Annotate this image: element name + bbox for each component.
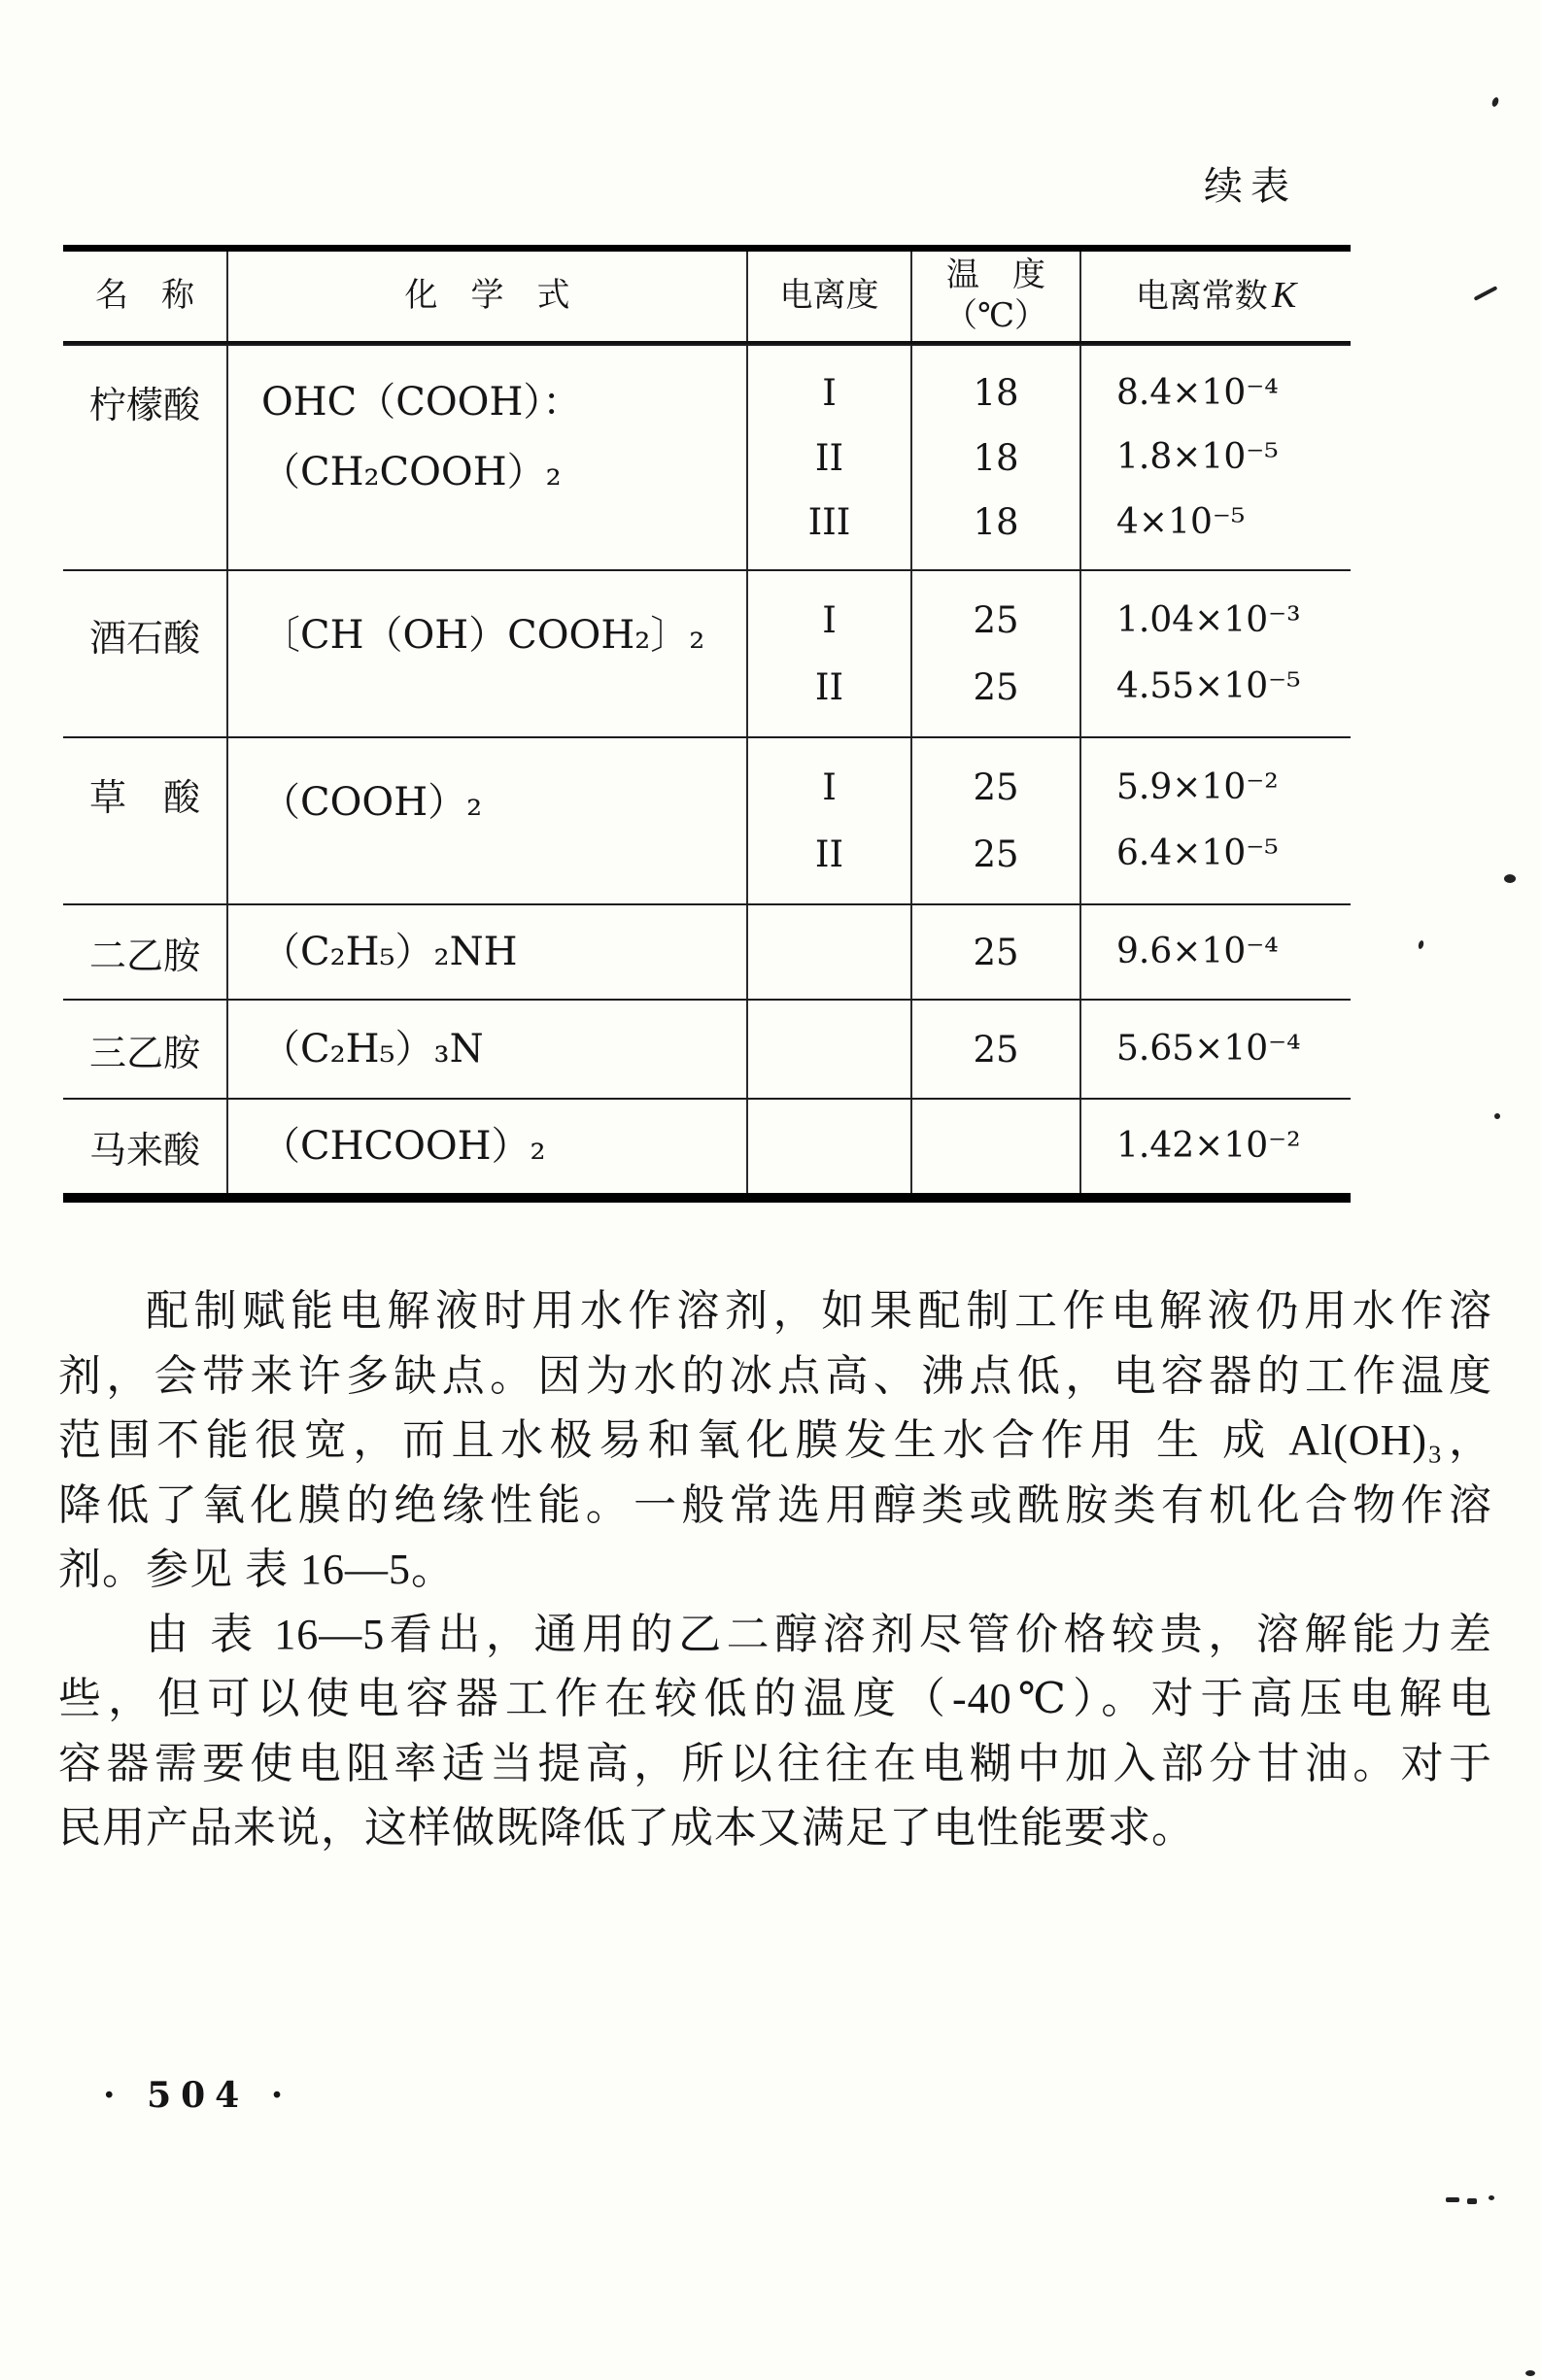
table-row bbox=[63, 999, 1351, 1098]
acid-name: 二乙胺 bbox=[88, 935, 200, 977]
table-row bbox=[63, 344, 1351, 569]
formula-line: （COOH）₂ bbox=[261, 780, 483, 825]
row-degree-cell bbox=[746, 1100, 910, 1193]
formula-line: （CHCOOH）₂ bbox=[261, 1124, 546, 1169]
acid-name: 酒石酸 bbox=[88, 619, 200, 660]
constant-value: 1.42×10⁻² bbox=[1116, 1126, 1301, 1166]
header-name-label: 名 称 bbox=[95, 278, 194, 314]
constant-value: 5.9×10⁻² bbox=[1116, 766, 1279, 807]
table-row bbox=[63, 1098, 1351, 1193]
header-formula-label: 化 学 式 bbox=[404, 278, 570, 314]
row-formula-cell bbox=[226, 738, 746, 903]
scan-artifact bbox=[1474, 286, 1498, 301]
header-ionization-constant bbox=[1079, 252, 1351, 341]
degree-value: III bbox=[807, 501, 851, 544]
scan-artifact bbox=[1494, 1113, 1500, 1119]
paragraph-line: 容器需要使电阻率适当提高，所以往往在电糊中加入部分甘油。对于 bbox=[58, 1739, 1492, 1787]
row-formula-cell bbox=[226, 346, 746, 569]
acid-name: 三乙胺 bbox=[88, 1033, 200, 1074]
row-formula-cell bbox=[226, 1001, 746, 1098]
degree-value: II bbox=[814, 666, 844, 708]
temperature-value: 18 bbox=[973, 501, 1019, 544]
formula-line: 〔CH（OH）COOH₂〕₂ bbox=[261, 613, 705, 658]
temperature-value: 18 bbox=[973, 371, 1019, 414]
constant-value: 8.4×10⁻⁴ bbox=[1116, 372, 1279, 413]
header-temperature-line2: （℃） bbox=[943, 298, 1048, 334]
temperature-value: 18 bbox=[973, 436, 1019, 479]
paragraph-line: 民用产品来说，这样做既降低了成本又满足了电性能要求。 bbox=[58, 1804, 1195, 1852]
row-temperature-cell bbox=[910, 346, 1079, 569]
constant-value: 5.65×10⁻⁴ bbox=[1116, 1029, 1301, 1069]
degree-value: II bbox=[814, 833, 844, 875]
row-degree-cell bbox=[746, 905, 910, 999]
acid-name: 马来酸 bbox=[88, 1130, 200, 1172]
row-temperature-cell bbox=[910, 1001, 1079, 1098]
scan-artifact bbox=[1467, 2198, 1477, 2204]
continued-table-label: 续表 bbox=[1204, 164, 1297, 208]
scan-artifact bbox=[1525, 2370, 1535, 2376]
scan-artifact bbox=[1504, 874, 1516, 883]
header-temperature-line1: 温 度 bbox=[946, 257, 1045, 293]
row-constant-cell bbox=[1079, 1001, 1351, 1098]
row-temperature-cell bbox=[910, 571, 1079, 736]
row-temperature-cell bbox=[910, 1100, 1079, 1193]
row-degree-cell bbox=[746, 1001, 910, 1098]
constant-value: 4×10⁻⁵ bbox=[1116, 501, 1246, 542]
table-header-row bbox=[63, 252, 1351, 344]
header-ionization-degree bbox=[746, 252, 910, 341]
acid-name: 柠檬酸 bbox=[88, 386, 200, 426]
paragraph-line: 由 表 16—5看出，通用的乙二醇溶剂尽管价格较贵，溶解能力差 bbox=[146, 1610, 1492, 1658]
header-k-symbol: K bbox=[1271, 275, 1297, 316]
degree-value: I bbox=[822, 766, 837, 808]
temperature-value: 25 bbox=[973, 666, 1019, 708]
row-formula-cell bbox=[226, 1100, 746, 1193]
row-temperature-cell bbox=[910, 905, 1079, 999]
temperature-value: 25 bbox=[973, 599, 1019, 641]
formula-line: （CH₂COOH）₂ bbox=[261, 450, 562, 494]
header-name bbox=[63, 252, 226, 341]
paragraph-line: 降低了氧化膜的绝缘性能。一般常选用醇类或酰胺类有机化合物作溶 bbox=[58, 1480, 1492, 1529]
row-constant-cell bbox=[1079, 905, 1351, 999]
row-name-cell bbox=[63, 1100, 226, 1193]
degree-value: I bbox=[822, 371, 837, 414]
ionization-constants-table bbox=[63, 245, 1351, 1203]
page-number: · 504 · bbox=[103, 2075, 293, 2116]
row-name-cell bbox=[63, 738, 226, 903]
paragraph-line: 些，但可以使电容器工作在较低的温度（-40℃）。对于高压电解电 bbox=[58, 1675, 1492, 1722]
row-formula-cell bbox=[226, 571, 746, 736]
temperature-value: 25 bbox=[973, 1028, 1019, 1071]
paragraph-line: 剂，会带来许多缺点。因为水的冰点高、沸点低，电容器的工作温度 bbox=[58, 1351, 1492, 1400]
row-degree-cell bbox=[746, 346, 910, 569]
header-temperature bbox=[910, 252, 1079, 341]
constant-value: 1.8×10⁻⁵ bbox=[1116, 437, 1279, 477]
row-constant-cell bbox=[1079, 571, 1351, 736]
constant-value: 1.04×10⁻³ bbox=[1116, 599, 1301, 640]
header-degree-label: 电离度 bbox=[779, 278, 879, 314]
header-k-label bbox=[1136, 275, 1296, 318]
row-name-cell bbox=[63, 905, 226, 999]
row-degree-cell bbox=[746, 571, 910, 736]
constant-value: 6.4×10⁻⁵ bbox=[1116, 833, 1279, 874]
table-row bbox=[63, 903, 1351, 999]
row-temperature-cell bbox=[910, 738, 1079, 903]
row-name-cell bbox=[63, 1001, 226, 1098]
table-row bbox=[63, 569, 1351, 736]
row-constant-cell bbox=[1079, 738, 1351, 903]
constant-value: 9.6×10⁻⁴ bbox=[1116, 932, 1279, 971]
row-name-cell bbox=[63, 346, 226, 569]
scan-artifact bbox=[1489, 2195, 1494, 2200]
header-chemical-formula bbox=[226, 252, 746, 341]
paragraph-line: 配制赋能电解液时用水作溶剂，如果配制工作电解液仍用水作溶 bbox=[146, 1287, 1492, 1335]
header-k-text: 电离常数 bbox=[1135, 279, 1268, 315]
row-formula-cell bbox=[226, 905, 746, 999]
degree-value: II bbox=[814, 436, 844, 479]
scan-artifact bbox=[1446, 2197, 1459, 2202]
row-degree-cell bbox=[746, 738, 910, 903]
scan-artifact bbox=[1418, 940, 1424, 950]
row-name-cell bbox=[63, 571, 226, 736]
acid-name: 草 酸 bbox=[88, 778, 200, 819]
degree-value: I bbox=[822, 599, 837, 641]
body-text bbox=[58, 1279, 1492, 1861]
temperature-value: 25 bbox=[973, 931, 1019, 973]
constant-value: 4.55×10⁻⁵ bbox=[1116, 666, 1301, 707]
formula-line: （C₂H₅）₃N bbox=[261, 1027, 484, 1071]
formula-line: OHC（COOH）： bbox=[261, 380, 582, 425]
formula-line: （C₂H₅）₂NH bbox=[261, 930, 518, 974]
paragraph-line: 剂。参见 表 16—5。 bbox=[58, 1546, 455, 1593]
temperature-value: 25 bbox=[973, 766, 1019, 808]
row-constant-cell bbox=[1079, 346, 1351, 569]
temperature-value: 25 bbox=[973, 833, 1019, 875]
table-row bbox=[63, 736, 1351, 903]
scan-artifact bbox=[1490, 96, 1499, 107]
paragraph-line: 范围不能很宽，而且水极易和氧化膜发生水合作用 生 成 Al(OH)₃， bbox=[58, 1416, 1492, 1464]
row-constant-cell bbox=[1079, 1100, 1351, 1193]
